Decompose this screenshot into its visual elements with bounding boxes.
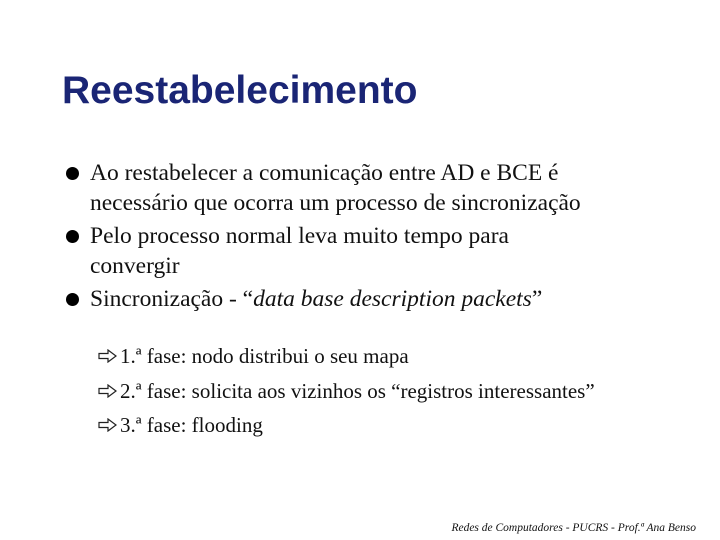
sub-bullet-text: 2.ª fase: solicita aos vizinhos os “registros interessantes” (120, 378, 595, 403)
bullet-text-suffix: ” (531, 286, 543, 312)
bullet-text-emphasis: data base description packets (253, 286, 532, 312)
sub-bullet-item (98, 411, 698, 446)
outline-right-arrow-icon (98, 384, 118, 398)
bullet-text-line: Ao restabelecer a comunicação entre AD e BCE é (90, 160, 559, 186)
sub-bullet-list (98, 342, 698, 446)
sub-bullet-text: 1.ª fase: nodo distribui o seu mapa (120, 344, 409, 368)
bullet-text-line: convergir (90, 253, 180, 279)
bullet-list (62, 158, 702, 317)
bullet-item (62, 221, 702, 281)
bullet-text-line: Pelo processo normal leva muito tempo para (90, 223, 509, 249)
outline-right-arrow-icon (98, 418, 118, 432)
bullet-item (62, 158, 702, 218)
filled-circle-icon (66, 167, 79, 180)
bullet-text-prefix: Sincronização - “ (90, 286, 254, 312)
bullet-text-line: necessário que ocorra um processo de sincronização (90, 190, 581, 216)
outline-right-arrow-icon (98, 349, 118, 363)
slide-footer: Redes de Computadores - PUCRS - Prof.ª Ana Benso (451, 522, 696, 534)
sub-bullet-text: 3.ª fase: flooding (120, 413, 263, 437)
filled-circle-icon (66, 293, 79, 306)
filled-circle-icon (66, 230, 79, 243)
sub-bullet-item (98, 342, 698, 377)
bullet-item (62, 284, 702, 314)
slide-title: Reestabelecimento (62, 69, 418, 112)
sub-bullet-item (98, 377, 698, 412)
